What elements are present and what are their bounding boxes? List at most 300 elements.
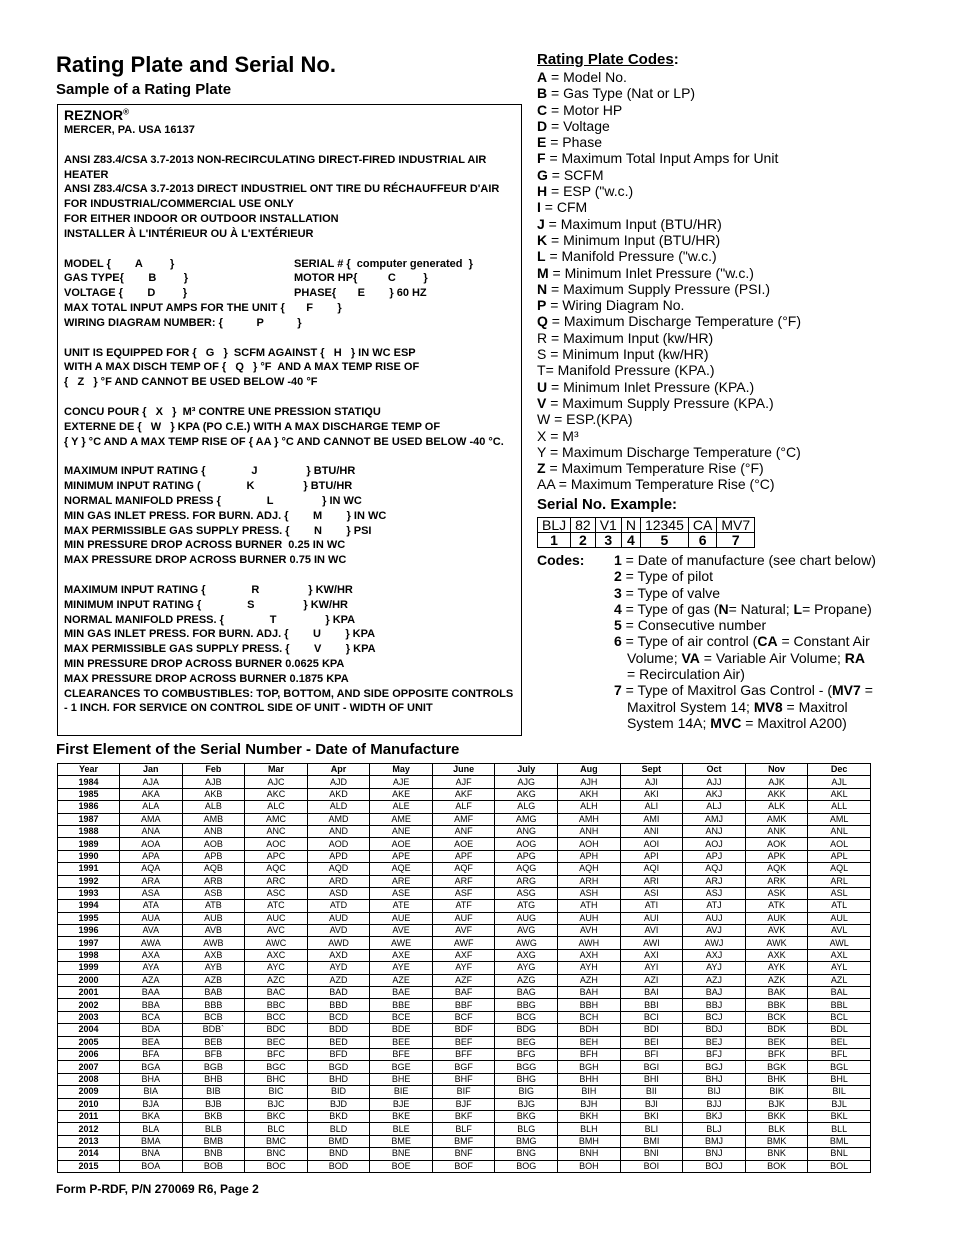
code-meaning: = Type of Maxitrol Gas Control - ( — [621, 682, 833, 699]
code-meaning: = Maximum Input (kw/HR) — [547, 329, 714, 346]
code-cell: BNA — [120, 1148, 183, 1160]
code-cell: ALB — [182, 801, 245, 813]
year-cell: 1991 — [58, 863, 120, 875]
plate-equip-2: WITH A MAX DISCH TEMP OF { Q } °F AND A MAX TEMP RISE OF — [64, 361, 420, 374]
code-cell: AKE — [370, 788, 433, 800]
serial-code-item — [537, 617, 877, 633]
code-cell: ARC — [245, 875, 308, 887]
code-cell: AKJ — [683, 788, 746, 800]
code-cell: APE — [370, 850, 433, 862]
code-cell: BKG — [495, 1110, 558, 1122]
code-cell: AKA — [120, 788, 183, 800]
code-cell: BIB — [182, 1086, 245, 1098]
code-cell: AUH — [558, 912, 621, 924]
code-cell: BBF — [432, 999, 495, 1011]
code-cell: AUI — [620, 912, 683, 924]
year-cell: 2015 — [58, 1160, 120, 1172]
code-cell: AVA — [120, 925, 183, 937]
code-cell: BNI — [620, 1148, 683, 1160]
code-cell: AUD — [307, 912, 370, 924]
date-of-manufacture-table — [57, 763, 871, 1173]
code-cell: BAG — [495, 987, 558, 999]
year-cell: 2003 — [58, 1011, 120, 1023]
code-cell: AND — [307, 825, 370, 837]
code-meaning: = Constant Air Volume; — [627, 633, 870, 666]
code-cell: BND — [307, 1148, 370, 1160]
code-cell: BAF — [432, 987, 495, 999]
serial-code-item — [537, 552, 877, 568]
plate-equip-3: { Z } °F AND CANNOT BE USED BELOW -40 °F — [64, 376, 318, 389]
sample-heading: Sample of a Rating Plate — [56, 81, 232, 98]
code-item — [537, 216, 917, 232]
code-cell: AJA — [120, 776, 183, 788]
code-cell: AJB — [182, 776, 245, 788]
code-key: N — [718, 600, 729, 617]
code-cell: AUG — [495, 912, 558, 924]
code-cell: BEB — [182, 1036, 245, 1048]
code-cell: AUE — [370, 912, 433, 924]
code-cell: AXI — [620, 949, 683, 961]
code-cell: BFK — [745, 1048, 808, 1060]
plate-btu-line: MIN GAS INLET PRESS. FOR BURN. ADJ. { M } IN WC — [64, 509, 387, 522]
year-cell: 1997 — [58, 937, 120, 949]
code-cell: BEI — [620, 1036, 683, 1048]
code-cell: BJC — [245, 1098, 308, 1110]
serial-part: CA — [688, 518, 716, 533]
code-key: M — [537, 264, 549, 281]
code-cell: AZH — [558, 974, 621, 986]
code-key: AA — [537, 476, 555, 493]
code-cell: AOH — [558, 838, 621, 850]
code-cell: ATG — [495, 900, 558, 912]
code-cell: AUF — [432, 912, 495, 924]
year-cell: 1998 — [58, 949, 120, 961]
code-cell: BCC — [245, 1011, 308, 1023]
plate-city: MERCER, PA. USA 16137 — [64, 124, 195, 136]
code-cell: ALG — [495, 801, 558, 813]
code-cell: AOJ — [683, 838, 746, 850]
code-cell: AUK — [745, 912, 808, 924]
table-row — [58, 987, 871, 999]
code-cell: ATJ — [683, 900, 746, 912]
code-cell: AOG — [495, 838, 558, 850]
code-cell: AZK — [745, 974, 808, 986]
code-cell: ALL — [808, 801, 871, 813]
code-cell: BLK — [745, 1123, 808, 1135]
code-cell: BJE — [370, 1098, 433, 1110]
code-cell: BBH — [558, 999, 621, 1011]
code-cell: BCD — [307, 1011, 370, 1023]
code-cell: BJD — [307, 1098, 370, 1110]
code-cell: BLJ — [683, 1123, 746, 1135]
code-key: A — [537, 69, 548, 85]
code-cell: BMH — [558, 1135, 621, 1147]
code-cell: ARA — [120, 875, 183, 887]
code-key: 4 — [614, 600, 622, 617]
code-cell: AUA — [120, 912, 183, 924]
code-meaning: = Consecutive number — [621, 617, 767, 634]
serial-code-item — [537, 601, 877, 617]
date-of-manufacture-heading: First Element of the Serial Number - Date of Manufacture — [56, 741, 460, 758]
year-cell: 2013 — [58, 1135, 120, 1147]
code-cell: BGA — [120, 1061, 183, 1073]
serial-part: BLJ — [538, 518, 571, 533]
code-cell: AZI — [620, 974, 683, 986]
column-header: Feb — [182, 764, 245, 776]
code-cell: BIK — [745, 1086, 808, 1098]
code-cell: BJF — [432, 1098, 495, 1110]
plate-phase: PHASE{ E } 60 HZ — [294, 287, 427, 300]
code-cell: ANK — [745, 825, 808, 837]
code-item — [537, 102, 917, 118]
code-cell: AZA — [120, 974, 183, 986]
code-cell: AVE — [370, 925, 433, 937]
code-key: Y — [537, 443, 547, 460]
code-cell: AQA — [120, 863, 183, 875]
year-cell: 2014 — [58, 1148, 120, 1160]
code-cell: BBL — [808, 999, 871, 1011]
code-cell: BBE — [370, 999, 433, 1011]
code-cell: BKF — [432, 1110, 495, 1122]
code-cell: AYG — [495, 962, 558, 974]
year-cell: 1996 — [58, 925, 120, 937]
code-cell: BJG — [495, 1098, 558, 1110]
code-key: K — [537, 231, 548, 248]
code-cell: AWI — [620, 937, 683, 949]
code-cell: BEK — [745, 1036, 808, 1048]
code-cell: AVG — [495, 925, 558, 937]
code-cell: AMJ — [683, 813, 746, 825]
code-key: I — [537, 199, 541, 216]
year-cell: 2007 — [58, 1061, 120, 1073]
code-cell: BMF — [432, 1135, 495, 1147]
code-cell: BEL — [808, 1036, 871, 1048]
code-cell: ATD — [307, 900, 370, 912]
code-cell: AVH — [558, 925, 621, 937]
code-cell: BCA — [120, 1011, 183, 1023]
code-cell: ANA — [120, 825, 183, 837]
code-cell: BDA — [120, 1024, 183, 1036]
code-cell: ALC — [245, 801, 308, 813]
plate-gas-type: GAS TYPE{ B } — [64, 272, 189, 285]
table-row — [58, 1048, 871, 1060]
year-cell: 2011 — [58, 1110, 120, 1122]
code-cell: AWG — [495, 937, 558, 949]
code-cell: AXH — [558, 949, 621, 961]
plate-concu-2: EXTERNE DE { W } KPA (PO C.E.) WITH A MAX DISCHARGE TEMP OF — [64, 420, 441, 433]
code-key: 2 — [614, 568, 622, 585]
code-cell: AJJ — [683, 776, 746, 788]
code-cell: BKI — [620, 1110, 683, 1122]
code-cell: ATL — [808, 900, 871, 912]
code-meaning: = Maxitrol System 14A; — [627, 698, 848, 731]
code-cell: BIE — [370, 1086, 433, 1098]
code-cell: BEC — [245, 1036, 308, 1048]
code-cell: AKK — [745, 788, 808, 800]
code-cell: BNL — [808, 1148, 871, 1160]
code-meaning: = ESP ("w.c.) — [547, 183, 634, 200]
code-cell: AYI — [620, 962, 683, 974]
code-cell: AVC — [245, 925, 308, 937]
code-cell: BFA — [120, 1048, 183, 1060]
plate-kw-line: MINIMUM INPUT RATING { S } KW/HR — [64, 598, 348, 611]
code-meaning: = Maxitrol System 14; — [627, 682, 873, 715]
code-cell: ATA — [120, 900, 183, 912]
code-cell: BGI — [620, 1061, 683, 1073]
code-cell: AOA — [120, 838, 183, 850]
code-key: W — [537, 411, 551, 428]
serial-part-number: 3 — [595, 533, 621, 548]
plate-btu-line: MINIMUM INPUT RATING ( K } BTU/HR — [64, 480, 353, 493]
code-cell: AXJ — [683, 949, 746, 961]
code-cell: AXA — [120, 949, 183, 961]
code-cell: ALD — [307, 801, 370, 813]
serial-part-number: 7 — [717, 533, 755, 548]
column-header: Apr — [307, 764, 370, 776]
code-cell: ASG — [495, 887, 558, 899]
code-cell: BJA — [120, 1098, 183, 1110]
code-key: H — [537, 183, 548, 200]
code-cell: ALF — [432, 801, 495, 813]
code-cell: ATC — [245, 900, 308, 912]
code-cell: AQD — [307, 863, 370, 875]
code-cell: AMF — [432, 813, 495, 825]
code-cell: ARF — [432, 875, 495, 887]
serial-code-item — [537, 585, 877, 601]
code-cell: AXL — [808, 949, 871, 961]
table-row — [58, 1110, 871, 1122]
code-cell: BIA — [120, 1086, 183, 1098]
code-cell: ASL — [808, 887, 871, 899]
code-cell: BGL — [808, 1061, 871, 1073]
column-header: Sept — [620, 764, 683, 776]
code-cell: AJC — [245, 776, 308, 788]
code-meaning: = Motor HP — [547, 101, 623, 118]
code-cell: ATE — [370, 900, 433, 912]
code-cell: AQL — [808, 863, 871, 875]
code-cell: BDE — [370, 1024, 433, 1036]
code-cell: BAL — [808, 987, 871, 999]
code-item — [537, 85, 917, 101]
code-cell: BCF — [432, 1011, 495, 1023]
code-cell: AZF — [432, 974, 495, 986]
code-meaning: = Voltage — [547, 117, 610, 134]
code-cell: BJB — [182, 1098, 245, 1110]
column-header: Nov — [745, 764, 808, 776]
code-cell: AZC — [245, 974, 308, 986]
code-meaning: = Minimum Input (kw/HR) — [546, 346, 709, 363]
code-meaning: = Variable Air Volume; — [699, 649, 845, 666]
code-cell: BID — [307, 1086, 370, 1098]
code-cell: AUL — [808, 912, 871, 924]
code-cell: BJH — [558, 1098, 621, 1110]
code-cell: APK — [745, 850, 808, 862]
code-cell: AKD — [307, 788, 370, 800]
code-cell: BMI — [620, 1135, 683, 1147]
year-cell: 2009 — [58, 1086, 120, 1098]
code-cell: BFC — [245, 1048, 308, 1060]
code-cell: AKH — [558, 788, 621, 800]
column-header: Aug — [558, 764, 621, 776]
serial-code-item — [537, 568, 877, 584]
code-item — [537, 379, 917, 395]
code-cell: BGJ — [683, 1061, 746, 1073]
table-row — [58, 1073, 871, 1085]
code-key: 3 — [614, 584, 622, 601]
serial-code-item — [537, 633, 877, 682]
plate-btu-line: MIN PRESSURE DROP ACROSS BURNER 0.25 IN WC — [64, 539, 346, 552]
code-item — [537, 265, 917, 281]
code-cell: APA — [120, 850, 183, 862]
code-cell: BKC — [245, 1110, 308, 1122]
plate-use-3: INSTALLER À L'INTÉRIEUR OU À L'EXTÉRIEUR — [64, 227, 314, 240]
code-cell: BDB` — [182, 1024, 245, 1036]
serial-part: N — [621, 518, 640, 533]
code-cell: BNJ — [683, 1148, 746, 1160]
serial-example-heading: Serial No. Example: — [537, 496, 678, 513]
code-cell: AYC — [245, 962, 308, 974]
code-cell: BAA — [120, 987, 183, 999]
code-cell: BDD — [307, 1024, 370, 1036]
code-cell: BHJ — [683, 1073, 746, 1085]
code-cell: ANB — [182, 825, 245, 837]
serial-part-number: 5 — [640, 533, 688, 548]
code-cell: AWJ — [683, 937, 746, 949]
table-row — [58, 875, 871, 887]
code-cell: BHE — [370, 1073, 433, 1085]
code-cell: BMD — [307, 1135, 370, 1147]
code-key: D — [537, 117, 548, 134]
year-cell: 2000 — [58, 974, 120, 986]
code-cell: AKL — [808, 788, 871, 800]
code-cell: BGB — [182, 1061, 245, 1073]
codes-label: Codes: — [537, 552, 585, 568]
code-item — [537, 411, 917, 427]
code-cell: BMJ — [683, 1135, 746, 1147]
code-cell: AQH — [558, 863, 621, 875]
code-key: 1 — [614, 552, 622, 568]
code-cell: BLD — [307, 1123, 370, 1135]
plate-kw-line: MAXIMUM INPUT RATING { R } KW/HR — [64, 583, 353, 596]
code-item — [537, 183, 917, 199]
code-cell: BAB — [182, 987, 245, 999]
year-cell: 1986 — [58, 801, 120, 813]
code-cell: BLB — [182, 1123, 245, 1135]
code-cell: AQC — [245, 863, 308, 875]
year-cell: 2010 — [58, 1098, 120, 1110]
code-key: L — [537, 248, 546, 265]
code-cell: APL — [808, 850, 871, 862]
column-header: Mar — [245, 764, 308, 776]
code-cell: BGK — [745, 1061, 808, 1073]
code-item — [537, 428, 917, 444]
code-cell: APF — [432, 850, 495, 862]
code-cell: AJH — [558, 776, 621, 788]
year-cell: 1988 — [58, 825, 120, 837]
code-cell: BCK — [745, 1011, 808, 1023]
code-cell: AQG — [495, 863, 558, 875]
code-cell: ASK — [745, 887, 808, 899]
table-row — [58, 850, 871, 862]
code-cell: AOC — [245, 838, 308, 850]
code-cell: BGD — [307, 1061, 370, 1073]
code-item — [537, 167, 917, 183]
code-cell: ANH — [558, 825, 621, 837]
code-item — [537, 395, 917, 411]
year-cell: 2006 — [58, 1048, 120, 1060]
code-cell: ARK — [745, 875, 808, 887]
plate-kw-line: MAX PRESSURE DROP ACROSS BURNER 0.1875 KPA — [64, 672, 349, 685]
year-cell: 2002 — [58, 999, 120, 1011]
code-key: G — [537, 166, 548, 183]
code-cell: AQE — [370, 863, 433, 875]
year-cell: 2012 — [58, 1123, 120, 1135]
code-key: R — [537, 329, 548, 346]
code-cell: AUC — [245, 912, 308, 924]
code-cell: BGH — [558, 1061, 621, 1073]
code-cell: ALJ — [683, 801, 746, 813]
serial-part-number: 6 — [688, 533, 716, 548]
code-cell: APB — [182, 850, 245, 862]
code-cell: BOF — [432, 1160, 495, 1172]
plate-ansi-1: ANSI Z83.4/CSA 3.7-2013 NON-RECIRCULATING DIRECT-FIRED INDUSTRIAL AIR HEATER — [64, 153, 487, 181]
code-cell: AQK — [745, 863, 808, 875]
code-meaning: = Propane) — [802, 600, 872, 617]
table-row — [58, 1011, 871, 1023]
serial-part: 82 — [571, 518, 596, 533]
plate-kw-line: MAX PERMISSIBLE GAS SUPPLY PRESS. { V } KPA — [64, 643, 376, 656]
code-cell: BCL — [808, 1011, 871, 1023]
code-cell: BDI — [620, 1024, 683, 1036]
code-cell: AYF — [432, 962, 495, 974]
code-meaning: = Wiring Diagram No. — [546, 297, 685, 314]
code-cell: API — [620, 850, 683, 862]
code-cell: BHD — [307, 1073, 370, 1085]
code-cell: AVF — [432, 925, 495, 937]
code-cell: ATF — [432, 900, 495, 912]
plate-model: MODEL { A } — [64, 257, 175, 270]
code-key: N — [537, 280, 548, 297]
code-cell: BFD — [307, 1048, 370, 1060]
table-row — [58, 949, 871, 961]
code-cell: BOG — [495, 1160, 558, 1172]
code-key: C — [537, 101, 548, 118]
code-cell: BIC — [245, 1086, 308, 1098]
code-cell: BBK — [745, 999, 808, 1011]
code-cell: AWB — [182, 937, 245, 949]
code-meaning: = Minimum Input (BTU/HR) — [547, 231, 721, 248]
code-cell: BHC — [245, 1073, 308, 1085]
code-cell: ASF — [432, 887, 495, 899]
code-cell: AKF — [432, 788, 495, 800]
code-cell: BKD — [307, 1110, 370, 1122]
code-cell: AOI — [620, 838, 683, 850]
code-key: MVC — [710, 714, 742, 731]
plate-btu-line: MAXIMUM INPUT RATING { J } BTU/HR — [64, 465, 356, 478]
code-key: T — [537, 362, 546, 379]
code-cell: AKG — [495, 788, 558, 800]
serial-part-number: 2 — [571, 533, 596, 548]
code-cell: ARJ — [683, 875, 746, 887]
serial-part: 12345 — [640, 518, 688, 533]
code-key: RA — [844, 649, 866, 666]
code-cell: ANL — [808, 825, 871, 837]
code-cell: AMI — [620, 813, 683, 825]
code-key: V — [537, 394, 547, 411]
code-cell: AKC — [245, 788, 308, 800]
code-cell: ALE — [370, 801, 433, 813]
code-cell: AWD — [307, 937, 370, 949]
